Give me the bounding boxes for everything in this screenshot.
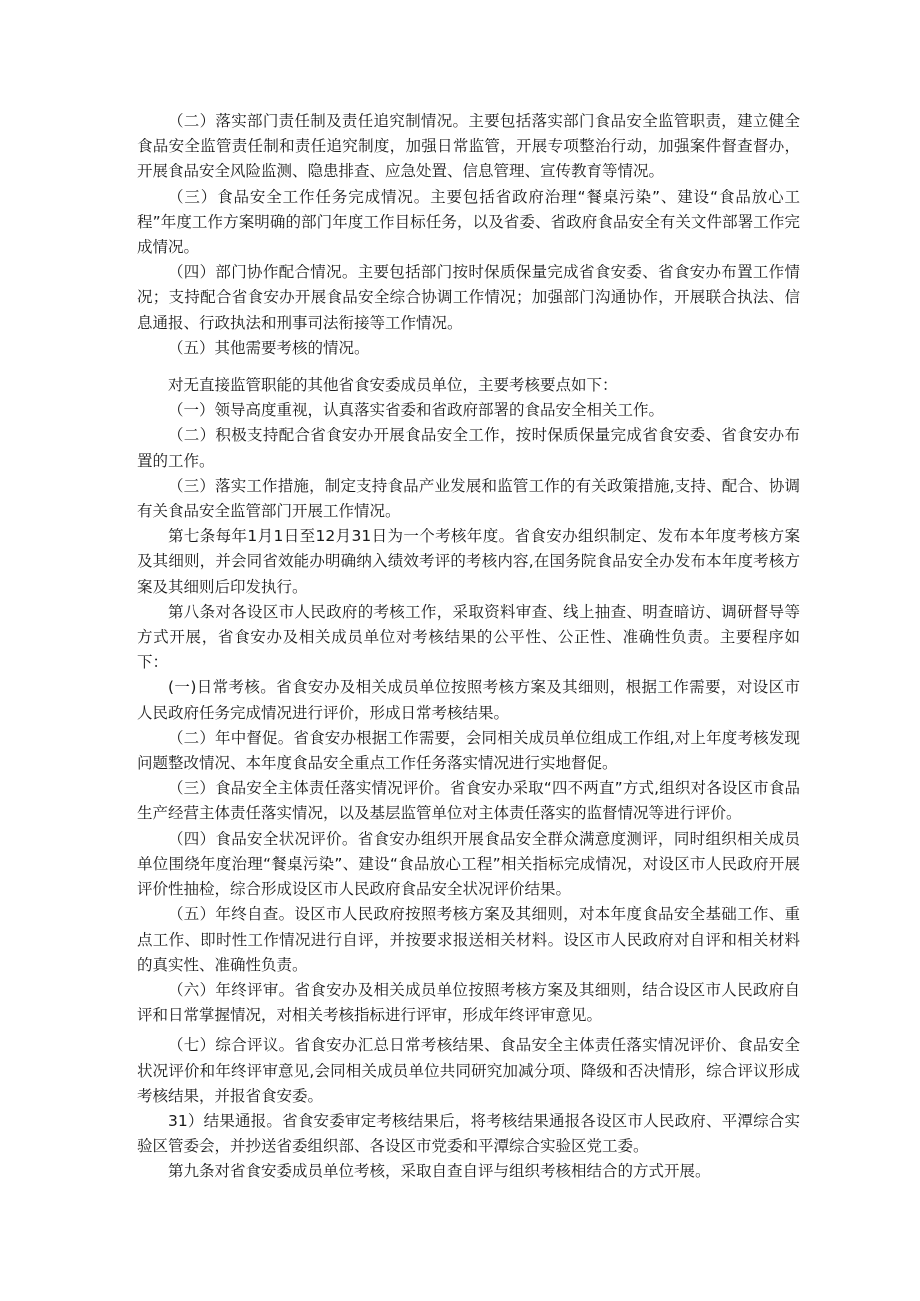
paragraph-non-supervisory-intro: 对无直接监管职能的其他省食安委成员单位，主要考核要点如下： [168,376,618,395]
paragraph-result-notification: 31）结果通报。省食安委审定考核结果后，将考核结果通报各设区市人民政府、平潭综合实验区管委会，并抄送省委组织部、各设区市党委和平潭综合实验区党工委。 [137,1111,800,1156]
paragraph-comprehensive-evaluation: （七）综合评议。省食安办汇总日常考核结果、食品安全主体责任落实情况评价、食品安全状况评价和年终评审意见,会同相关成员单位共同研究加减分项、降级和否决情形，综合评议形成考核结果，并报省食安委。 [137,1036,800,1105]
paragraph-entity-responsibility: （三）食品安全主体责任落实情况评价。省食安办采取“四不两直”方式,组织对各设区市食品生产经营主体责任落实情况，以及基层监管单位对主体责任落实的监督情况等进行评价。 [137,779,800,823]
paragraph-support: （二）积极支持配合省食安办开展食品安全工作，按时保质保量完成省食安委、省食安办布置的工作。 [137,426,800,470]
paragraph-leadership: （一）领导高度重视，认真落实省委和省政府部署的食品安全相关工作。 [168,401,665,420]
paragraph-year-end-review: （六）年终评审。省食安办及相关成员单位按照考核方案及其细则，结合设区市人民政府自评和日常掌握情况，对相关考核指标进行评审，形成年终评审意见。 [137,980,800,1025]
paragraph-dept-responsibility: （二）落实部门责任制及责任追究制情况。主要包括落实部门食品安全监管职责，建立健全食品安全监管责任制和责任追究制度，加强日常监管，开展专项整治行动，加强案件督查督办，开展食品安全风险监测、隐患排查、应急处置、信息管理、宣传教育等情况。 [137,112,800,181]
paragraph-article-9: 第九条对省食安委成员单位考核，采取自查自评与组织考核相结合的方式开展。 [168,1162,711,1181]
paragraph-year-end-self-check: （五）年终自查。设区市人民政府按照考核方案及其细则，对本年度食品安全基础工作、重点工作、即时性工作情况进行自评，并按要求报送相关材料。设区市人民政府对自评和相关材料的真实性、准确性负责。 [137,905,800,974]
document-body [137,109,800,1185]
paragraph-safety-status: （四）食品安全状况评价。省食安办组织开展食品安全群众满意度测评，同时组织相关成员单位围绕年度治理“餐桌污染”、建设“食品放心工程”相关指标完成情况，对设区市人民政府开展评价性抽检，综合形成设区市人民政府食品安全状况评价结果。 [137,829,800,899]
paragraph-task-completion: （三）食品安全工作任务完成情况。主要包括省政府治理“餐桌污染”、建设“食品放心工程”年度工作方案明确的部门年度工作目标任务，以及省委、省政府食品安全有关文件部署工作完成情况。 [137,187,800,257]
paragraph-article-8: 第八条对各设区市人民政府的考核工作，采取资料审查、线上抽查、明查暗访、调研督导等方式开展，省食安办及相关成员单位对考核结果的公平性、公正性、准确性负责。主要程序如下： [137,602,800,672]
paragraph-other-items: （五）其他需要考核的情况。 [168,338,370,357]
paragraph-dept-cooperation: （四）部门协作配合情况。主要包括部门按时保质保量完成省食安委、省食安办布置工作情况；支持配合省食安办开展食品安全综合协调工作情况；加强部门沟通协作，开展联合执法、信息通报、行政执法和刑事司法衔接等工作情况。 [137,263,800,332]
paragraph-daily-assessment: (一)日常考核。省食安办及相关成员单位按照考核方案及其细则，根据工作需要，对设区市人民政府任务完成情况进行评价，形成日常考核结果。 [137,678,800,722]
paragraph-measures: （三）落实工作措施，制定支持食品产业发展和监管工作的有关政策措施,支持、配合、协调有关食品安全监管部门开展工作情况。 [137,476,800,521]
paragraph-article-7: 第七条每年1月1日至12月31日为一个考核年度。省食安办组织制定、发布本年度考核方案及其细则，并会同省效能办明确纳入绩效考评的考核内容,在国务院食品安全办发布本年度考核方案及其细则后印发执行。 [137,527,800,596]
paragraph-mid-year-supervision: （二）年中督促。省食安办根据工作需要，会同相关成员单位组成工作组,对上年度考核发现问题整改情况、本年度食品安全重点工作任务落实情况进行实地督促。 [137,728,800,773]
